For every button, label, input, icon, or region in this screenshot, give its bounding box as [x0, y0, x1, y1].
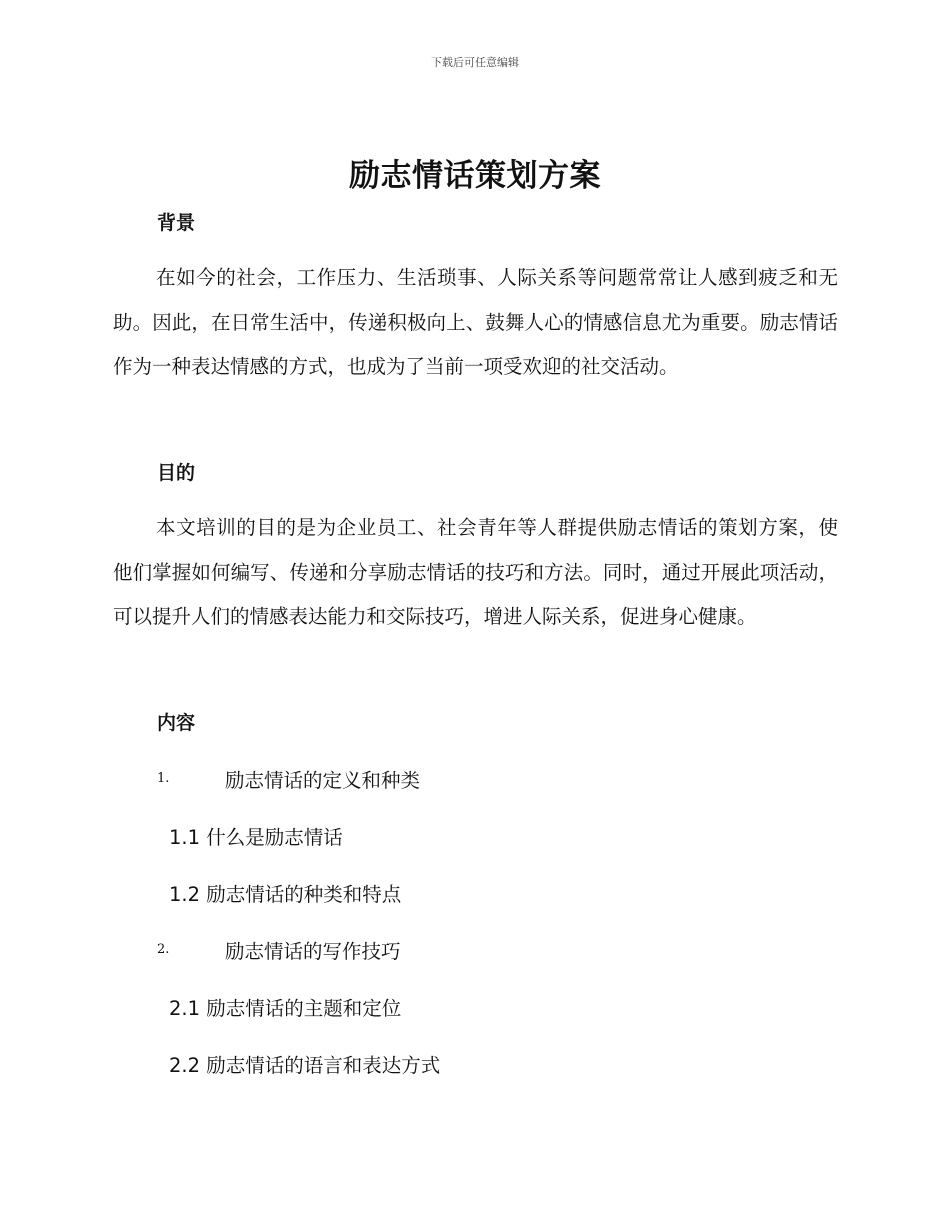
document-title: 励志情话策划方案 — [349, 158, 601, 194]
sub-item: 2.2 励志情话的语言和表达方式 — [169, 1054, 441, 1077]
list-item-text: 励志情话的写作技巧 — [225, 940, 401, 963]
list-item-text: 励志情话的定义和种类 — [225, 769, 421, 792]
sub-item: 1.1 什么是励志情话 — [169, 826, 343, 849]
list-item-number: 2. — [157, 942, 170, 957]
list-item-number: 1. — [157, 771, 170, 786]
section-heading-background: 背景 — [157, 212, 196, 234]
sub-item: 1.2 励志情话的种类和特点 — [169, 883, 402, 906]
purpose-paragraph: 本文培训的目的是为企业员工、社会青年等人群提供励志情话的策划方案，使他们掌握如何编写、传递和分享励志情话的技巧和方法。同时，通过开展此项活动，可以提升人们的情感表达能力和交际技巧，增进人际关系，促进身心健康。 — [113, 516, 838, 628]
section-heading-content: 内容 — [157, 712, 196, 734]
sub-item: 2.1 励志情话的主题和定位 — [169, 997, 402, 1020]
background-paragraph: 在如今的社会，工作压力、生活琐事、人际关系等问题常常让人感到疲乏和无助。因此，在日常生活中，传递积极向上、鼓舞人心的情感信息尤为重要。励志情话作为一种表达情感的方式，也成为了当前一项受欢迎的社交活动。 — [113, 266, 838, 378]
section-heading-purpose: 目的 — [157, 462, 196, 484]
header-note: 下载后可任意编辑 — [431, 56, 519, 69]
